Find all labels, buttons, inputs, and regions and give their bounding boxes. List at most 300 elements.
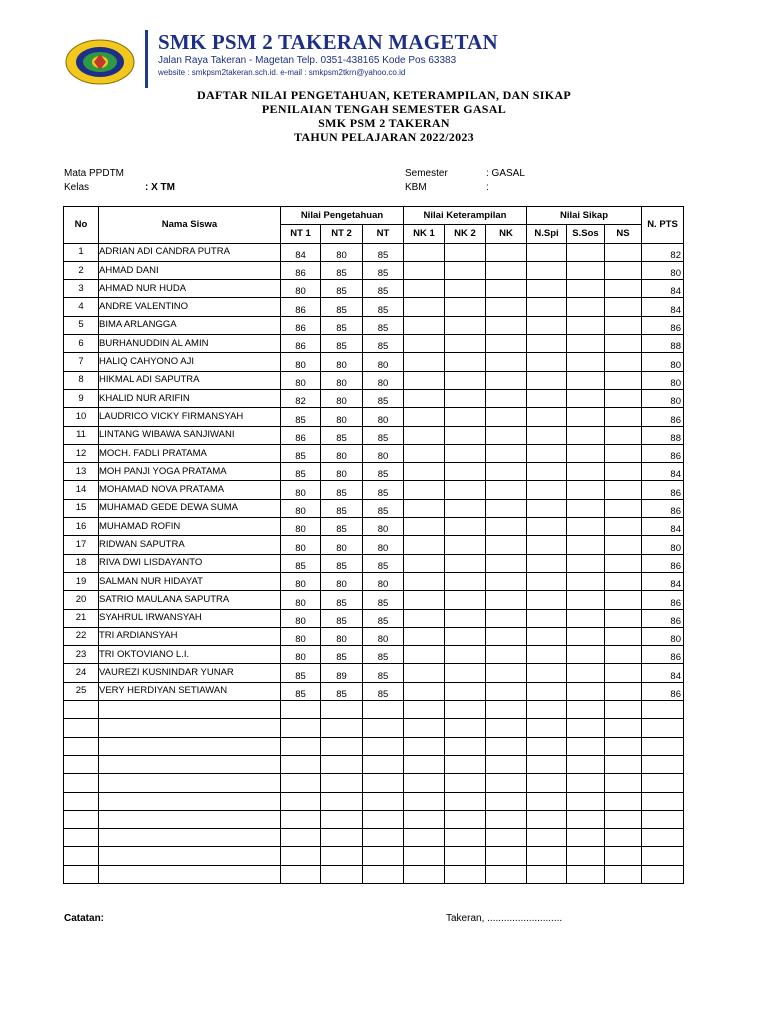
nk1-cell: [404, 408, 445, 426]
empty-cell: [321, 829, 363, 847]
empty-cell: [445, 847, 486, 865]
table-row: [64, 389, 684, 407]
nt-cell: 85: [363, 243, 404, 261]
empty-cell: [527, 829, 567, 847]
pts-cell: 80: [642, 389, 684, 407]
empty-cell: [567, 847, 605, 865]
empty-row: [64, 719, 684, 737]
nk2-cell: [445, 536, 486, 554]
pts-cell: 88: [642, 426, 684, 444]
header-pts: N. PTS: [642, 207, 684, 244]
empty-cell: [363, 829, 404, 847]
row-number: 13: [64, 463, 99, 481]
table-row: [64, 536, 684, 554]
empty-cell: [527, 865, 567, 883]
ssos-cell: [567, 536, 605, 554]
empty-cell: [321, 755, 363, 773]
empty-cell: [486, 810, 527, 828]
header-nama: Nama Siswa: [99, 207, 281, 244]
takeran-signature-line: Takeran, ...........................: [446, 913, 563, 924]
empty-cell: [363, 737, 404, 755]
empty-cell: [567, 719, 605, 737]
row-number: 8: [64, 371, 99, 389]
nt2-cell: 80: [321, 408, 363, 426]
nt2-cell: 80: [321, 463, 363, 481]
student-name: SYAHRUL IRWANSYAH: [99, 609, 281, 627]
catatan-label: Catatan:: [64, 913, 105, 924]
empty-cell: [486, 792, 527, 810]
ssos-cell: [567, 408, 605, 426]
student-name: TRI ARDIANSYAH: [99, 627, 281, 645]
header-nk1: NK 1: [404, 225, 445, 243]
pts-cell: 84: [642, 280, 684, 298]
empty-cell: [445, 774, 486, 792]
semester-label: Semester: [405, 168, 448, 179]
empty-cell: [64, 719, 99, 737]
school-address: Jalan Raya Takeran - Magetan Telp. 0351-438165 Kode Pos 63383: [158, 55, 457, 66]
nspi-cell: [527, 554, 567, 572]
nk2-cell: [445, 316, 486, 334]
pts-cell: 80: [642, 371, 684, 389]
pts-cell: 84: [642, 298, 684, 316]
school-logo: [64, 36, 136, 88]
nt2-cell: 85: [321, 609, 363, 627]
empty-cell: [281, 701, 321, 719]
nk2-cell: [445, 426, 486, 444]
nk2-cell: [445, 481, 486, 499]
ssos-cell: [567, 298, 605, 316]
pts-cell: 80: [642, 627, 684, 645]
nt2-cell: 80: [321, 536, 363, 554]
empty-cell: [605, 719, 642, 737]
nk-cell: [486, 444, 527, 462]
nk1-cell: [404, 335, 445, 353]
header-nspi: N.Spi: [527, 225, 567, 243]
row-number: 7: [64, 353, 99, 371]
empty-cell: [605, 810, 642, 828]
nt1-cell: 85: [281, 463, 321, 481]
nk2-cell: [445, 371, 486, 389]
empty-cell: [321, 810, 363, 828]
row-number: 22: [64, 627, 99, 645]
nt2-cell: 85: [321, 682, 363, 700]
ns-cell: [605, 536, 642, 554]
row-number: 5: [64, 316, 99, 334]
table-row: [64, 298, 684, 316]
nspi-cell: [527, 316, 567, 334]
table-row: [64, 371, 684, 389]
table-row: [64, 664, 684, 682]
empty-cell: [567, 774, 605, 792]
nt2-cell: 80: [321, 371, 363, 389]
empty-cell: [404, 719, 445, 737]
header-group-sikap: Nilai Sikap: [527, 207, 642, 225]
nk1-cell: [404, 646, 445, 664]
empty-cell: [567, 865, 605, 883]
pts-cell: 86: [642, 316, 684, 334]
student-name: MUHAMAD ROFIN: [99, 518, 281, 536]
header-group-pengetahuan: Nilai Pengetahuan: [281, 207, 404, 225]
nspi-cell: [527, 591, 567, 609]
nt2-cell: 85: [321, 261, 363, 279]
empty-cell: [567, 737, 605, 755]
nt-cell: 85: [363, 389, 404, 407]
nk-cell: [486, 554, 527, 572]
empty-cell: [404, 865, 445, 883]
empty-cell: [363, 719, 404, 737]
table-row: [64, 408, 684, 426]
pts-cell: 86: [642, 481, 684, 499]
empty-cell: [445, 829, 486, 847]
nt2-cell: 80: [321, 389, 363, 407]
student-name: AHMAD DANI: [99, 261, 281, 279]
nt-cell: 85: [363, 682, 404, 700]
nt1-cell: 80: [281, 481, 321, 499]
row-number: 9: [64, 389, 99, 407]
ns-cell: [605, 408, 642, 426]
empty-cell: [605, 701, 642, 719]
title-line-1: DAFTAR NILAI PENGETAHUAN, KETERAMPILAN, DAN SIKAP: [197, 88, 571, 102]
nk1-cell: [404, 371, 445, 389]
row-number: 15: [64, 499, 99, 517]
ns-cell: [605, 646, 642, 664]
ssos-cell: [567, 609, 605, 627]
nk-cell: [486, 664, 527, 682]
empty-cell: [486, 755, 527, 773]
student-name: KHALID NUR ARIFIN: [99, 389, 281, 407]
table-row: [64, 444, 684, 462]
nt2-cell: 85: [321, 499, 363, 517]
empty-cell: [642, 865, 684, 883]
nt1-cell: 80: [281, 499, 321, 517]
empty-cell: [281, 865, 321, 883]
header-ssos: S.Sos: [567, 225, 605, 243]
nk-cell: [486, 426, 527, 444]
empty-cell: [527, 792, 567, 810]
empty-cell: [64, 865, 99, 883]
nt1-cell: 86: [281, 335, 321, 353]
empty-cell: [404, 701, 445, 719]
empty-cell: [281, 774, 321, 792]
empty-cell: [567, 829, 605, 847]
table-row: [64, 463, 684, 481]
ns-cell: [605, 609, 642, 627]
nt-cell: 80: [363, 353, 404, 371]
student-name: VAUREZI KUSNINDAR YUNAR: [99, 664, 281, 682]
empty-cell: [445, 810, 486, 828]
empty-cell: [642, 701, 684, 719]
ssos-cell: [567, 243, 605, 261]
title-line-4: TAHUN PELAJARAN 2022/2023: [294, 130, 474, 144]
nk1-cell: [404, 481, 445, 499]
nk2-cell: [445, 444, 486, 462]
nk1-cell: [404, 682, 445, 700]
ssos-cell: [567, 426, 605, 444]
nt-cell: 85: [363, 481, 404, 499]
empty-cell: [486, 829, 527, 847]
nk1-cell: [404, 444, 445, 462]
nt1-cell: 80: [281, 280, 321, 298]
nspi-cell: [527, 499, 567, 517]
nt1-cell: 86: [281, 298, 321, 316]
ns-cell: [605, 572, 642, 590]
empty-cell: [64, 792, 99, 810]
nt2-cell: 85: [321, 646, 363, 664]
nk1-cell: [404, 518, 445, 536]
empty-row: [64, 829, 684, 847]
ssos-cell: [567, 280, 605, 298]
nt2-cell: 80: [321, 353, 363, 371]
nk1-cell: [404, 499, 445, 517]
nk1-cell: [404, 316, 445, 334]
header-group-keterampilan: Nilai Keterampilan: [404, 207, 527, 225]
student-name: VERY HERDIYAN SETIAWAN: [99, 682, 281, 700]
nt1-cell: 80: [281, 572, 321, 590]
nt-cell: 80: [363, 518, 404, 536]
ns-cell: [605, 371, 642, 389]
row-number: 21: [64, 609, 99, 627]
header-nk: NK: [486, 225, 527, 243]
empty-cell: [404, 810, 445, 828]
header-nt2: NT 2: [321, 225, 363, 243]
ssos-cell: [567, 591, 605, 609]
header-divider: [145, 30, 148, 88]
table-row: [64, 554, 684, 572]
nk2-cell: [445, 353, 486, 371]
student-name: HALIQ CAHYONO AJI: [99, 353, 281, 371]
ns-cell: [605, 444, 642, 462]
nk-cell: [486, 316, 527, 334]
nk2-cell: [445, 335, 486, 353]
nt1-cell: 80: [281, 353, 321, 371]
empty-cell: [281, 755, 321, 773]
school-name: SMK PSM 2 TAKERAN MAGETAN: [158, 30, 498, 54]
nt2-cell: 80: [321, 627, 363, 645]
student-name: MUHAMAD GEDE DEWA SUMA: [99, 499, 281, 517]
nk2-cell: [445, 280, 486, 298]
ssos-cell: [567, 261, 605, 279]
empty-cell: [99, 701, 281, 719]
empty-cell: [486, 847, 527, 865]
empty-cell: [99, 865, 281, 883]
nk2-cell: [445, 389, 486, 407]
empty-cell: [445, 792, 486, 810]
nk-cell: [486, 335, 527, 353]
nk1-cell: [404, 463, 445, 481]
student-name: AHMAD NUR HUDA: [99, 280, 281, 298]
pts-cell: 84: [642, 572, 684, 590]
nt-cell: 85: [363, 298, 404, 316]
ns-cell: [605, 261, 642, 279]
kelas-label: Kelas: [64, 182, 90, 193]
nt2-cell: 80: [321, 444, 363, 462]
empty-cell: [642, 719, 684, 737]
table-row: [64, 627, 684, 645]
nt1-cell: 80: [281, 536, 321, 554]
empty-cell: [567, 701, 605, 719]
empty-cell: [64, 701, 99, 719]
empty-cell: [642, 829, 684, 847]
row-number: 12: [64, 444, 99, 462]
row-number: 23: [64, 646, 99, 664]
nk2-cell: [445, 518, 486, 536]
nt1-cell: 80: [281, 609, 321, 627]
nk-cell: [486, 389, 527, 407]
empty-cell: [404, 829, 445, 847]
ssos-cell: [567, 335, 605, 353]
empty-row: [64, 737, 684, 755]
header-no: No: [64, 207, 99, 244]
ns-cell: [605, 298, 642, 316]
pts-cell: 86: [642, 646, 684, 664]
kbm-value: :: [486, 182, 489, 193]
ns-cell: [605, 682, 642, 700]
empty-cell: [445, 865, 486, 883]
pts-cell: 80: [642, 261, 684, 279]
empty-cell: [404, 755, 445, 773]
empty-cell: [527, 719, 567, 737]
ns-cell: [605, 426, 642, 444]
nt2-cell: 85: [321, 591, 363, 609]
mapel-label: Mata PPDTM: [64, 168, 125, 179]
empty-cell: [605, 755, 642, 773]
nt-cell: 85: [363, 646, 404, 664]
empty-cell: [64, 810, 99, 828]
nspi-cell: [527, 627, 567, 645]
empty-cell: [363, 774, 404, 792]
nspi-cell: [527, 298, 567, 316]
nk-cell: [486, 572, 527, 590]
pts-cell: 80: [642, 536, 684, 554]
pts-cell: 84: [642, 463, 684, 481]
nt-cell: 80: [363, 408, 404, 426]
header-ns: NS: [605, 225, 642, 243]
title-line-2: PENILAIAN TENGAH SEMESTER GASAL: [261, 102, 507, 116]
empty-cell: [363, 701, 404, 719]
ns-cell: [605, 627, 642, 645]
nk1-cell: [404, 280, 445, 298]
row-number: 25: [64, 682, 99, 700]
empty-cell: [527, 701, 567, 719]
nk-cell: [486, 298, 527, 316]
table-row: [64, 609, 684, 627]
nspi-cell: [527, 664, 567, 682]
pts-cell: 86: [642, 682, 684, 700]
nt-cell: 85: [363, 335, 404, 353]
nt1-cell: 80: [281, 591, 321, 609]
row-number: 17: [64, 536, 99, 554]
empty-cell: [99, 847, 281, 865]
empty-cell: [363, 792, 404, 810]
nk-cell: [486, 243, 527, 261]
empty-cell: [605, 792, 642, 810]
ssos-cell: [567, 646, 605, 664]
empty-cell: [281, 847, 321, 865]
nt2-cell: 85: [321, 316, 363, 334]
empty-cell: [486, 865, 527, 883]
nk-cell: [486, 536, 527, 554]
empty-cell: [527, 810, 567, 828]
empty-cell: [605, 865, 642, 883]
nk1-cell: [404, 572, 445, 590]
pts-cell: 88: [642, 335, 684, 353]
table-row: [64, 261, 684, 279]
empty-cell: [99, 792, 281, 810]
empty-cell: [642, 737, 684, 755]
row-number: 4: [64, 298, 99, 316]
title-line-3: SMK PSM 2 TAKERAN: [318, 116, 450, 130]
nt1-cell: 82: [281, 389, 321, 407]
nk1-cell: [404, 389, 445, 407]
ns-cell: [605, 280, 642, 298]
row-number: 18: [64, 554, 99, 572]
nt2-cell: 80: [321, 572, 363, 590]
empty-cell: [64, 774, 99, 792]
semester-value: : GASAL: [486, 168, 525, 179]
ssos-cell: [567, 518, 605, 536]
empty-cell: [404, 847, 445, 865]
empty-cell: [281, 829, 321, 847]
nk1-cell: [404, 591, 445, 609]
empty-cell: [321, 737, 363, 755]
ns-cell: [605, 353, 642, 371]
nspi-cell: [527, 408, 567, 426]
empty-cell: [486, 719, 527, 737]
empty-cell: [99, 774, 281, 792]
empty-cell: [99, 829, 281, 847]
student-name: BURHANUDDIN AL AMIN: [99, 335, 281, 353]
nk-cell: [486, 627, 527, 645]
nk-cell: [486, 591, 527, 609]
pts-cell: 86: [642, 499, 684, 517]
header-nt1: NT 1: [281, 225, 321, 243]
row-number: 6: [64, 335, 99, 353]
nk-cell: [486, 499, 527, 517]
nspi-cell: [527, 371, 567, 389]
empty-cell: [642, 810, 684, 828]
nt1-cell: 80: [281, 518, 321, 536]
ssos-cell: [567, 371, 605, 389]
ns-cell: [605, 243, 642, 261]
empty-cell: [642, 755, 684, 773]
nt1-cell: 80: [281, 627, 321, 645]
empty-cell: [99, 810, 281, 828]
nk2-cell: [445, 243, 486, 261]
ssos-cell: [567, 627, 605, 645]
ns-cell: [605, 335, 642, 353]
nk-cell: [486, 280, 527, 298]
pts-cell: 84: [642, 664, 684, 682]
nt2-cell: 85: [321, 426, 363, 444]
student-name: BIMA ARLANGGA: [99, 316, 281, 334]
table-row: [64, 682, 684, 700]
student-name: SATRIO MAULANA SAPUTRA: [99, 591, 281, 609]
empty-cell: [445, 755, 486, 773]
nt2-cell: 85: [321, 518, 363, 536]
nt-cell: 85: [363, 591, 404, 609]
nt-cell: 85: [363, 426, 404, 444]
nt-cell: 85: [363, 609, 404, 627]
empty-cell: [363, 865, 404, 883]
empty-cell: [281, 719, 321, 737]
student-name: ADRIAN ADI CANDRA PUTRA: [99, 243, 281, 261]
nt2-cell: 80: [321, 243, 363, 261]
student-name: ANDRE VALENTINO: [99, 298, 281, 316]
table-row: [64, 243, 684, 261]
empty-cell: [605, 847, 642, 865]
nk2-cell: [445, 609, 486, 627]
table-row: [64, 499, 684, 517]
